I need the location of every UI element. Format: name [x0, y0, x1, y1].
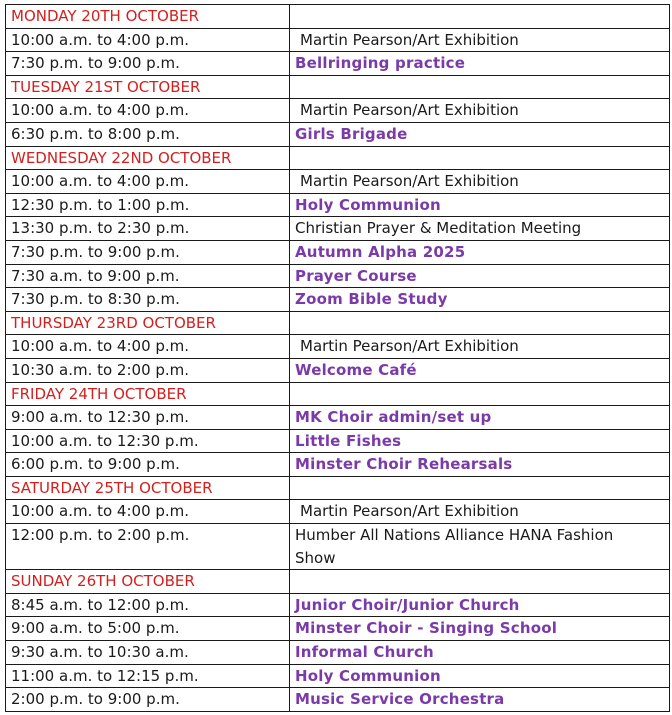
event-row: [6, 52, 670, 76]
event-time: 7:30 p.m. to 9:00 p.m.: [6, 240, 290, 264]
empty-cell: [290, 75, 670, 99]
event-title-multiline: [290, 524, 670, 570]
event-row: [6, 193, 670, 217]
event-time: 10:00 a.m. to 4:00 p.m.: [6, 500, 290, 524]
event-row: [6, 358, 670, 382]
event-row: [6, 264, 670, 288]
day-heading-row: [6, 311, 670, 335]
day-heading: WEDNESDAY 22ND OCTOBER: [6, 146, 290, 170]
event-row: [6, 641, 670, 665]
event-link[interactable]: Holy Communion: [290, 664, 670, 688]
event-time: 2:00 p.m. to 9:00 p.m.: [6, 688, 290, 712]
event-link[interactable]: Holy Communion: [290, 193, 670, 217]
event-row: [6, 170, 670, 194]
day-heading: MONDAY 20TH OCTOBER: [6, 5, 290, 29]
event-title: Martin Pearson/Art Exhibition: [290, 99, 670, 123]
event-time: 9:00 a.m. to 5:00 p.m.: [6, 617, 290, 641]
event-link[interactable]: Minster Choir - Singing School: [290, 617, 670, 641]
event-title: Martin Pearson/Art Exhibition: [290, 500, 670, 524]
day-heading-row: [6, 146, 670, 170]
empty-cell: [290, 146, 670, 170]
day-heading: TUESDAY 21ST OCTOBER: [6, 75, 290, 99]
event-row: [6, 406, 670, 430]
event-link[interactable]: Informal Church: [290, 641, 670, 665]
event-title: Christian Prayer & Meditation Meeting: [290, 217, 670, 241]
empty-cell: [290, 570, 670, 594]
event-link[interactable]: Bellringing practice: [290, 52, 670, 76]
empty-cell: [290, 5, 670, 29]
event-time: 10:00 a.m. to 4:00 p.m.: [6, 170, 290, 194]
event-link[interactable]: Welcome Café: [290, 358, 670, 382]
event-time: 11:00 a.m. to 12:15 p.m.: [6, 664, 290, 688]
empty-cell: [290, 476, 670, 500]
day-heading: SATURDAY 25TH OCTOBER: [6, 476, 290, 500]
event-time: 10:00 a.m. to 12:30 p.m.: [6, 429, 290, 453]
event-time: 10:00 a.m. to 4:00 p.m.: [6, 28, 290, 52]
event-row: [6, 335, 670, 359]
empty-cell: [290, 382, 670, 406]
event-row: [6, 664, 670, 688]
event-link[interactable]: Minster Choir Rehearsals: [290, 453, 670, 477]
event-time: 7:30 a.m. to 9:00 p.m.: [6, 264, 290, 288]
event-link[interactable]: MK Choir admin/set up: [290, 406, 670, 430]
event-row: [6, 593, 670, 617]
event-link[interactable]: Music Service Orchestra: [290, 688, 670, 712]
event-time: 7:30 p.m. to 9:00 p.m.: [6, 52, 290, 76]
day-heading-row: [6, 75, 670, 99]
event-link[interactable]: Prayer Course: [290, 264, 670, 288]
event-time: 6:00 p.m. to 9:00 p.m.: [6, 453, 290, 477]
events-schedule-table: [5, 4, 670, 712]
day-heading-row: [6, 570, 670, 594]
event-time: 9:30 a.m. to 10:30 a.m.: [6, 641, 290, 665]
day-heading-row: [6, 476, 670, 500]
event-time: 7:30 p.m. to 8:30 p.m.: [6, 288, 290, 312]
event-row: [6, 617, 670, 641]
event-link[interactable]: Autumn Alpha 2025: [290, 240, 670, 264]
event-title: Martin Pearson/Art Exhibition: [290, 170, 670, 194]
event-title-line-1: Humber All Nations Alliance HANA Fashion: [295, 526, 614, 545]
event-row: [6, 122, 670, 146]
event-time: 13:30 p.m. to 2:30 p.m.: [6, 217, 290, 241]
event-title: Martin Pearson/Art Exhibition: [290, 28, 670, 52]
event-link[interactable]: Junior Choir/Junior Church: [290, 593, 670, 617]
empty-cell: [290, 311, 670, 335]
event-link[interactable]: Zoom Bible Study: [290, 288, 670, 312]
event-row: [6, 28, 670, 52]
event-row: [6, 429, 670, 453]
event-row: [6, 524, 670, 570]
event-time: 12:30 p.m. to 1:00 p.m.: [6, 193, 290, 217]
day-heading: SUNDAY 26TH OCTOBER: [6, 570, 290, 594]
event-row: [6, 99, 670, 123]
event-time: 8:45 a.m. to 12:00 p.m.: [6, 593, 290, 617]
day-heading: THURSDAY 23RD OCTOBER: [6, 311, 290, 335]
event-link[interactable]: Girls Brigade: [290, 122, 670, 146]
event-time: 12:00 p.m. to 2:00 p.m.: [6, 524, 290, 570]
event-title: Martin Pearson/Art Exhibition: [290, 335, 670, 359]
event-time: 10:30 a.m. to 2:00 p.m.: [6, 358, 290, 382]
event-time: 9:00 a.m. to 12:30 p.m.: [6, 406, 290, 430]
event-row: [6, 240, 670, 264]
day-heading: FRIDAY 24TH OCTOBER: [6, 382, 290, 406]
day-heading-row: [6, 382, 670, 406]
event-row: [6, 453, 670, 477]
event-link[interactable]: Little Fishes: [290, 429, 670, 453]
event-time: 10:00 a.m. to 4:00 p.m.: [6, 99, 290, 123]
event-row: [6, 688, 670, 712]
event-row: [6, 217, 670, 241]
event-time: 6:30 p.m. to 8:00 p.m.: [6, 122, 290, 146]
event-time: 10:00 a.m. to 4:00 p.m.: [6, 335, 290, 359]
event-row: [6, 500, 670, 524]
day-heading-row: [6, 5, 670, 29]
event-row: [6, 288, 670, 312]
event-title-line-2: Show: [295, 548, 336, 567]
